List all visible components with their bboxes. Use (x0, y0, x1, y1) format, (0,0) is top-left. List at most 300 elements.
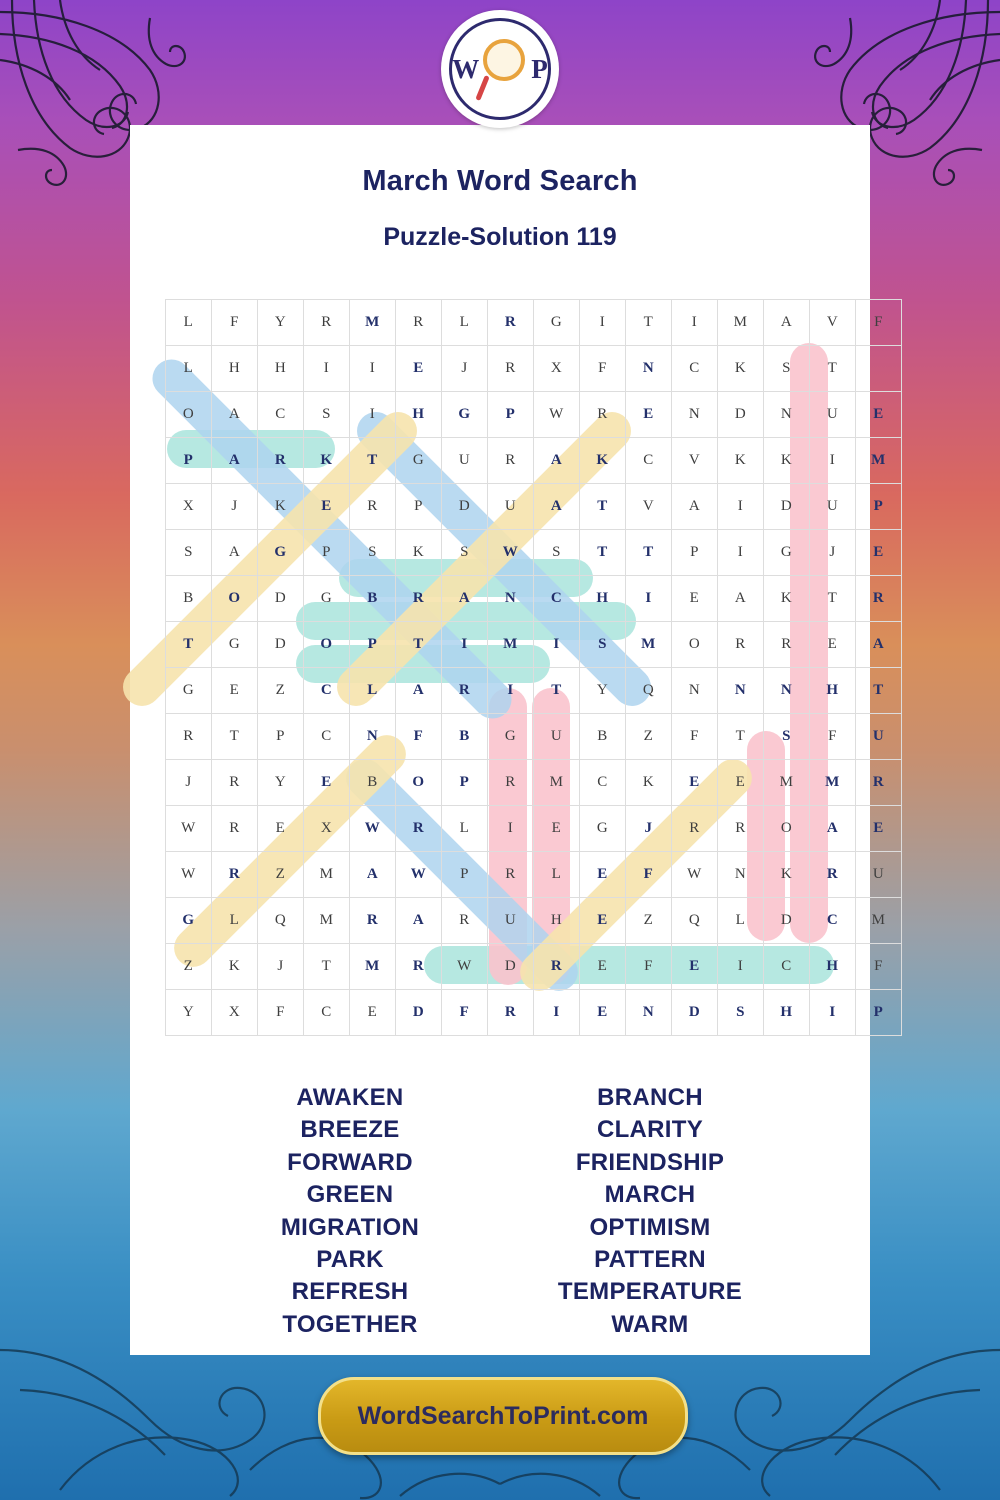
grid-cell: A (212, 438, 258, 484)
grid-cell: Y (258, 300, 304, 346)
grid-cell: S (442, 530, 488, 576)
grid-row (166, 760, 902, 806)
grid-cell: W (672, 852, 718, 898)
grid-cell: P (672, 530, 718, 576)
grid-cell: R (488, 300, 534, 346)
grid-cell: E (810, 622, 856, 668)
logo-letter-w: W (452, 53, 480, 84)
word-item: BREEZE (300, 1116, 400, 1144)
magnifier-icon (483, 39, 525, 81)
grid-cell: I (350, 392, 396, 438)
grid-cell: B (350, 760, 396, 806)
grid-cell: C (764, 944, 810, 990)
grid-cell: D (764, 898, 810, 944)
grid-cell: Z (166, 944, 212, 990)
grid-row (166, 898, 902, 944)
grid-cell: W (350, 806, 396, 852)
grid-cell: J (626, 806, 672, 852)
grid-cell: Z (626, 714, 672, 760)
grid-row (166, 392, 902, 438)
grid-cell: O (396, 760, 442, 806)
grid-cell: D (488, 944, 534, 990)
grid-cell: I (580, 300, 626, 346)
grid-cell: X (304, 806, 350, 852)
grid-cell: F (856, 944, 902, 990)
grid-cell: R (488, 852, 534, 898)
grid-cell: E (580, 944, 626, 990)
grid-cell: R (488, 760, 534, 806)
grid-cell: O (212, 576, 258, 622)
grid-cell: P (856, 990, 902, 1036)
grid-cell: N (672, 392, 718, 438)
grid-cell: K (212, 944, 258, 990)
grid-cell: A (672, 484, 718, 530)
grid-cell: R (764, 622, 810, 668)
grid-cell: T (718, 714, 764, 760)
grid-cell: N (718, 668, 764, 714)
grid-cell: J (810, 530, 856, 576)
grid-cell: T (626, 530, 672, 576)
grid-cell: S (764, 346, 810, 392)
grid-cell: R (718, 806, 764, 852)
grid-cell: M (856, 898, 902, 944)
grid-cell: E (672, 760, 718, 806)
grid-cell: V (626, 484, 672, 530)
grid-row (166, 300, 902, 346)
grid-cell: W (442, 944, 488, 990)
grid-cell: E (718, 760, 764, 806)
grid-cell: K (258, 484, 304, 530)
grid-cell: W (396, 852, 442, 898)
grid-cell: M (304, 898, 350, 944)
grid-cell (856, 346, 902, 392)
grid-cell: A (718, 576, 764, 622)
grid-cell: P (350, 622, 396, 668)
grid-cell: R (488, 438, 534, 484)
grid-cell: H (810, 944, 856, 990)
grid-cell: F (396, 714, 442, 760)
grid-cell: K (396, 530, 442, 576)
grid-cell: X (534, 346, 580, 392)
grid-row (166, 668, 902, 714)
grid-cell: R (488, 346, 534, 392)
grid-cell: R (258, 438, 304, 484)
letter-grid (165, 299, 902, 1036)
grid-cell: E (856, 806, 902, 852)
grid-cell: R (856, 760, 902, 806)
grid-cell: R (580, 392, 626, 438)
grid-cell: B (166, 576, 212, 622)
grid-cell: E (672, 944, 718, 990)
grid-row (166, 806, 902, 852)
grid-cell: N (626, 346, 672, 392)
grid-cell: P (442, 760, 488, 806)
grid-cell: N (764, 392, 810, 438)
grid-cell: A (396, 898, 442, 944)
grid-cell: M (810, 760, 856, 806)
grid-cell: F (626, 852, 672, 898)
grid-cell: E (626, 392, 672, 438)
grid-cell: I (442, 622, 488, 668)
word-item: GREEN (306, 1181, 394, 1209)
grid-cell: Y (580, 668, 626, 714)
grid-row (166, 622, 902, 668)
grid-cell: Y (258, 760, 304, 806)
grid-row (166, 990, 902, 1036)
grid-cell: M (718, 300, 764, 346)
grid-cell: X (166, 484, 212, 530)
grid-cell: T (810, 576, 856, 622)
grid-row (166, 346, 902, 392)
grid-cell: L (212, 898, 258, 944)
grid-cell: J (442, 346, 488, 392)
grid-row (166, 576, 902, 622)
grid-cell: L (442, 300, 488, 346)
grid-cell: R (396, 944, 442, 990)
word-item: REFRESH (291, 1278, 409, 1306)
grid-cell: C (626, 438, 672, 484)
word-item: PATTERN (594, 1245, 706, 1273)
grid-cell: M (534, 760, 580, 806)
grid-cell: E (304, 760, 350, 806)
puzzle-sheet (130, 125, 886, 1355)
grid-cell: N (488, 576, 534, 622)
word-item: OPTIMISM (589, 1213, 711, 1241)
grid-cell: B (580, 714, 626, 760)
grid-cell: G (488, 714, 534, 760)
grid-cell: E (212, 668, 258, 714)
grid-cell: A (212, 392, 258, 438)
word-item: WARM (611, 1310, 689, 1338)
grid-cell: U (856, 714, 902, 760)
grid-cell: I (350, 346, 396, 392)
grid-cell: T (626, 300, 672, 346)
grid-cell: T (534, 668, 580, 714)
word-list-column-right (500, 1082, 800, 1341)
grid-cell: C (810, 898, 856, 944)
grid-cell: T (212, 714, 258, 760)
grid-cell: K (764, 576, 810, 622)
grid-row (166, 484, 902, 530)
grid-cell: G (442, 392, 488, 438)
grid-cell: A (534, 438, 580, 484)
grid-cell: R (166, 714, 212, 760)
grid-cell: B (442, 714, 488, 760)
word-item: AWAKEN (296, 1084, 404, 1111)
grid-cell: P (856, 484, 902, 530)
grid-cell: P (396, 484, 442, 530)
grid-cell: T (810, 346, 856, 392)
grid-cell: A (810, 806, 856, 852)
grid-cell: A (442, 576, 488, 622)
grid-cell: G (534, 300, 580, 346)
grid-cell: W (166, 852, 212, 898)
word-list-column-left (200, 1082, 500, 1341)
grid-cell: R (810, 852, 856, 898)
grid-cell: E (580, 990, 626, 1036)
grid-cell: R (396, 806, 442, 852)
grid-cell: I (304, 346, 350, 392)
word-item: MARCH (604, 1181, 696, 1209)
grid-cell: R (442, 668, 488, 714)
grid-cell: J (212, 484, 258, 530)
grid-cell: R (718, 622, 764, 668)
word-item: TOGETHER (282, 1310, 418, 1338)
grid-cell: S (350, 530, 396, 576)
grid-cell: R (350, 484, 396, 530)
grid-cell: R (304, 300, 350, 346)
grid-cell: D (718, 392, 764, 438)
grid-cell: I (488, 806, 534, 852)
grid-cell: U (488, 484, 534, 530)
grid-cell: D (258, 622, 304, 668)
grid-cell: N (350, 714, 396, 760)
grid-cell: A (534, 484, 580, 530)
grid-cell: H (534, 898, 580, 944)
grid-cell: I (810, 438, 856, 484)
grid-cell: D (258, 576, 304, 622)
grid-cell: G (258, 530, 304, 576)
grid-cell: O (304, 622, 350, 668)
grid-row (166, 852, 902, 898)
grid-cell: S (304, 392, 350, 438)
grid-cell: N (764, 668, 810, 714)
grid-cell: T (856, 668, 902, 714)
grid-cell: M (764, 760, 810, 806)
grid-cell: S (166, 530, 212, 576)
grid-cell: L (442, 806, 488, 852)
grid-row (166, 714, 902, 760)
grid-cell: R (856, 576, 902, 622)
grid-cell: C (580, 760, 626, 806)
grid-cell: G (304, 576, 350, 622)
grid-cell: H (258, 346, 304, 392)
grid-cell: K (718, 346, 764, 392)
grid-cell: G (580, 806, 626, 852)
grid-cell: E (856, 392, 902, 438)
grid-cell: I (534, 622, 580, 668)
word-item: PARK (316, 1245, 384, 1273)
grid-cell: I (534, 990, 580, 1036)
grid-cell: P (166, 438, 212, 484)
word-item: FRIENDSHIP (575, 1148, 725, 1176)
grid-cell: P (442, 852, 488, 898)
website-button-label: WordSearchToPrint.com (357, 1401, 649, 1430)
grid-cell: D (764, 484, 810, 530)
grid-cell: Q (626, 668, 672, 714)
grid-row (166, 530, 902, 576)
word-item: MIGRATION (280, 1213, 420, 1241)
grid-cell: R (672, 806, 718, 852)
grid-cell: D (672, 990, 718, 1036)
grid-cell: I (718, 530, 764, 576)
grid-cell: D (442, 484, 488, 530)
grid-cell: W (534, 392, 580, 438)
grid-cell: P (258, 714, 304, 760)
grid-cell: C (304, 714, 350, 760)
grid-cell: T (580, 484, 626, 530)
grid-cell: E (350, 990, 396, 1036)
grid-cell: V (810, 300, 856, 346)
grid-cell: T (166, 622, 212, 668)
grid-cell: W (488, 530, 534, 576)
grid-cell: L (350, 668, 396, 714)
grid-cell: R (534, 944, 580, 990)
grid-cell: T (350, 438, 396, 484)
grid-cell: P (488, 392, 534, 438)
grid-cell: I (672, 300, 718, 346)
grid-cell: I (488, 668, 534, 714)
grid-cell: H (212, 346, 258, 392)
grid-cell: I (718, 944, 764, 990)
grid-cell: H (396, 392, 442, 438)
grid-cell: R (442, 898, 488, 944)
grid-cell: Z (258, 852, 304, 898)
grid-cell: R (212, 852, 258, 898)
grid-cell: H (810, 668, 856, 714)
grid-cell: Y (166, 990, 212, 1036)
grid-cell: K (764, 438, 810, 484)
grid-cell: V (672, 438, 718, 484)
grid-cell: S (718, 990, 764, 1036)
grid-cell: A (764, 300, 810, 346)
grid-cell: O (166, 392, 212, 438)
grid-cell: S (580, 622, 626, 668)
grid-cell: M (626, 622, 672, 668)
grid-cell: C (672, 346, 718, 392)
grid-cell: T (304, 944, 350, 990)
grid-cell: A (212, 530, 258, 576)
grid-cell: U (810, 392, 856, 438)
grid-cell: Q (258, 898, 304, 944)
grid-cell: M (350, 944, 396, 990)
grid-cell: E (580, 898, 626, 944)
site-logo (441, 10, 559, 128)
grid-cell: B (350, 576, 396, 622)
grid-cell: Z (626, 898, 672, 944)
grid-cell: L (166, 300, 212, 346)
grid-cell: H (764, 990, 810, 1036)
grid-cell: X (212, 990, 258, 1036)
grid-cell: U (442, 438, 488, 484)
grid-cell: R (396, 300, 442, 346)
grid-cell: E (856, 530, 902, 576)
grid-cell: F (212, 300, 258, 346)
grid-cell: F (810, 714, 856, 760)
grid-cell: K (764, 852, 810, 898)
grid-cell: M (304, 852, 350, 898)
grid-cell: F (580, 346, 626, 392)
grid-cell: G (166, 898, 212, 944)
grid-cell: Q (672, 898, 718, 944)
word-item: TEMPERATURE (557, 1278, 743, 1306)
grid-cell: E (534, 806, 580, 852)
grid-cell: R (350, 898, 396, 944)
grid-cell: K (718, 438, 764, 484)
grid-cell: G (212, 622, 258, 668)
grid-cell: W (166, 806, 212, 852)
grid-cell: Z (258, 668, 304, 714)
grid-cell: O (672, 622, 718, 668)
grid-cell: E (396, 346, 442, 392)
grid-cell: D (396, 990, 442, 1036)
grid-cell: S (764, 714, 810, 760)
grid-cell: C (258, 392, 304, 438)
grid-cell: O (764, 806, 810, 852)
website-button[interactable] (318, 1377, 688, 1455)
grid-cell: F (856, 300, 902, 346)
grid-cell: L (166, 346, 212, 392)
grid-cell: N (718, 852, 764, 898)
word-search-grid[interactable] (165, 299, 886, 1036)
word-item: BRANCH (597, 1084, 703, 1111)
grid-cell: R (488, 990, 534, 1036)
logo-letter-p: P (531, 53, 548, 84)
grid-cell: I (810, 990, 856, 1036)
grid-cell: K (580, 438, 626, 484)
grid-cell: A (856, 622, 902, 668)
grid-cell: K (626, 760, 672, 806)
grid-cell: G (764, 530, 810, 576)
grid-cell: T (396, 622, 442, 668)
grid-cell: M (488, 622, 534, 668)
grid-cell: J (166, 760, 212, 806)
grid-row (166, 944, 902, 990)
grid-cell: U (810, 484, 856, 530)
grid-cell: A (350, 852, 396, 898)
grid-cell: H (580, 576, 626, 622)
grid-row (166, 438, 902, 484)
grid-cell: R (396, 576, 442, 622)
grid-cell: E (304, 484, 350, 530)
grid-cell: U (534, 714, 580, 760)
word-item: FORWARD (287, 1148, 413, 1176)
grid-cell: E (580, 852, 626, 898)
grid-cell: L (718, 898, 764, 944)
word-item: CLARITY (596, 1116, 704, 1144)
grid-cell: F (626, 944, 672, 990)
grid-cell: I (718, 484, 764, 530)
grid-cell: C (534, 576, 580, 622)
page-title: March Word Search (362, 165, 638, 197)
grid-cell: F (442, 990, 488, 1036)
grid-cell: J (258, 944, 304, 990)
grid-cell: F (672, 714, 718, 760)
grid-cell: C (304, 990, 350, 1036)
grid-cell: L (534, 852, 580, 898)
grid-cell: S (534, 530, 580, 576)
grid-cell: N (672, 668, 718, 714)
word-list (130, 1082, 870, 1341)
logo-circle (449, 18, 551, 120)
grid-cell: R (212, 806, 258, 852)
grid-cell: U (488, 898, 534, 944)
grid-cell: M (856, 438, 902, 484)
grid-cell: C (304, 668, 350, 714)
grid-cell: K (304, 438, 350, 484)
grid-cell: G (166, 668, 212, 714)
grid-cell: F (258, 990, 304, 1036)
grid-cell: N (626, 990, 672, 1036)
page-subtitle: Puzzle-Solution 119 (383, 223, 617, 251)
grid-cell: I (626, 576, 672, 622)
grid-cell: R (212, 760, 258, 806)
grid-cell: M (350, 300, 396, 346)
grid-cell: G (396, 438, 442, 484)
grid-cell: E (672, 576, 718, 622)
grid-cell: E (258, 806, 304, 852)
grid-cell: P (304, 530, 350, 576)
